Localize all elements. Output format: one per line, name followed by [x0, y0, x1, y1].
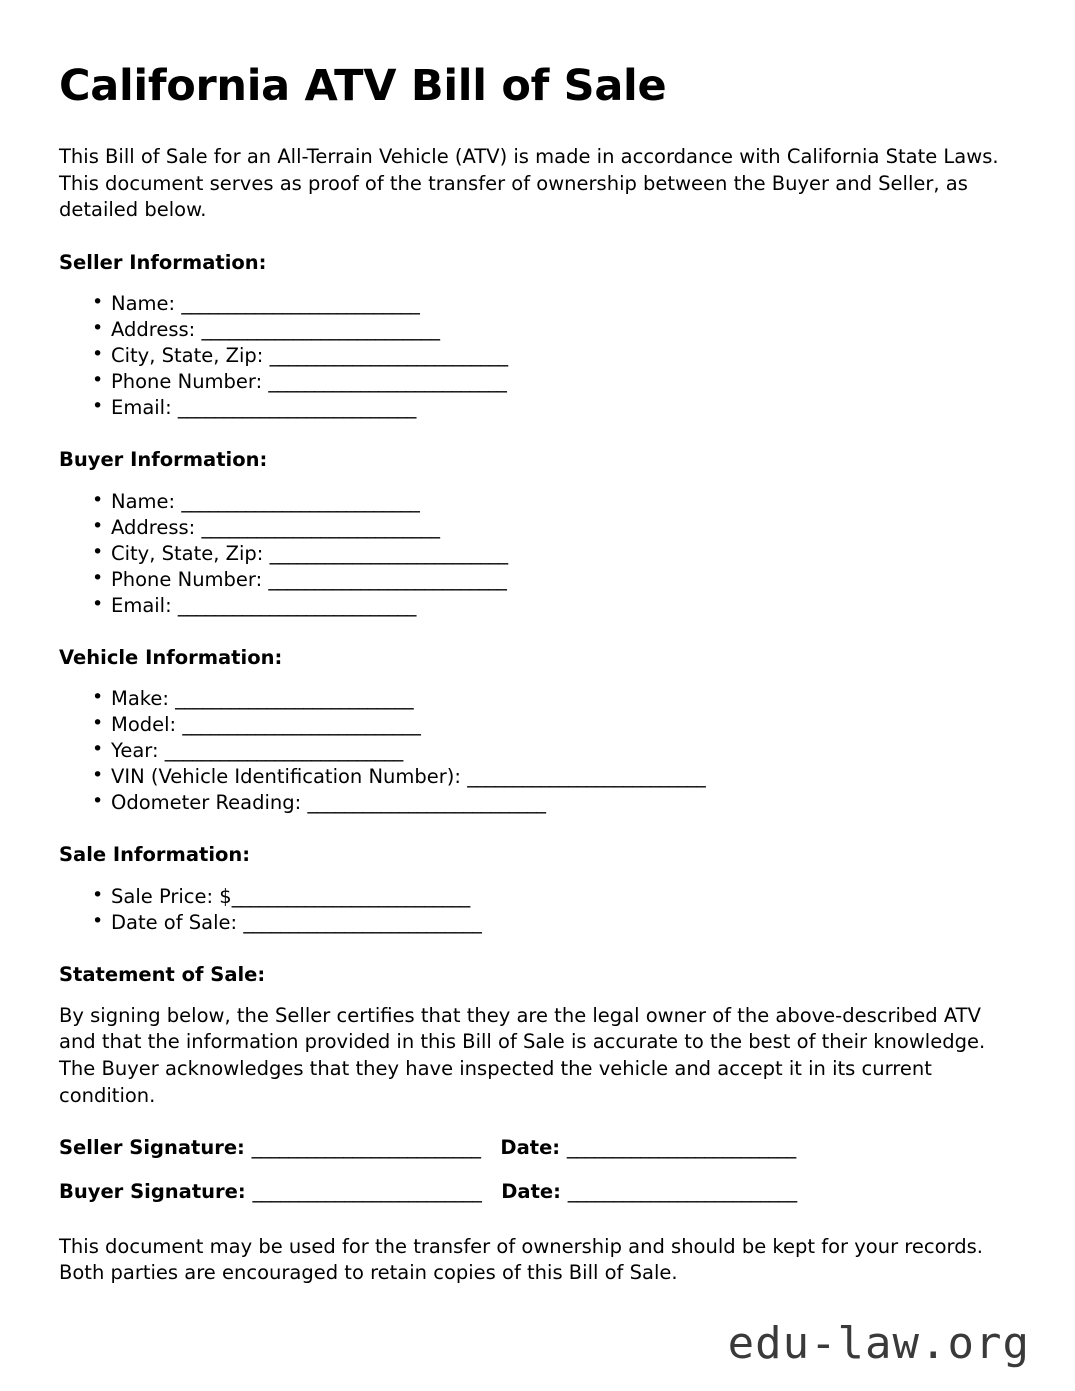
field-label: Sale Price: $ [111, 884, 232, 908]
field-blank-line[interactable]: __________________________ [177, 593, 416, 617]
list-item [59, 712, 1030, 738]
field-label: Name: [111, 292, 176, 316]
list-item [59, 541, 1030, 567]
seller-signature-row [59, 1135, 1030, 1160]
field-label: Address: [111, 318, 196, 342]
list-item [59, 593, 1030, 619]
spacer [59, 1224, 1030, 1234]
field-blank-line[interactable]: __________________________ [243, 910, 482, 934]
statement-of-sale-heading: Statement of Sale: [59, 962, 266, 986]
field-label: Year: [111, 739, 159, 763]
sale-information-heading: Sale Information: [59, 843, 251, 867]
field-label: Name: [111, 489, 176, 513]
field-blank-line[interactable]: __________________________ [269, 541, 508, 565]
list-item [59, 291, 1030, 317]
field-blank-line[interactable]: __________________________ [269, 344, 508, 368]
seller-signature-label: Seller Signature: [59, 1136, 245, 1160]
list-item [59, 489, 1030, 515]
buyer-information-heading: Buyer Information: [59, 448, 268, 472]
sale-information-fields [59, 884, 1030, 936]
field-blank-line[interactable]: __________________________ [181, 489, 420, 513]
list-item [59, 343, 1030, 369]
field-label: Phone Number: [111, 370, 263, 394]
field-blank-line[interactable]: __________________________ [181, 292, 420, 316]
field-label: City, State, Zip: [111, 541, 264, 565]
field-blank-line[interactable]: __________________________ [307, 791, 546, 815]
list-item [59, 317, 1030, 343]
buyer-information-fields [59, 489, 1030, 619]
field-label: Email: [111, 396, 172, 420]
statement-of-sale-body: By signing below, the Seller certifies that they are the legal owner of the above-described ATV and that the information provided in this Bill of Sale is accurate to the best of their knowledge. The Buyer acknowledges that they have inspected the vehicle and accept it in its current condition. [59, 1003, 986, 1107]
field-label: Email: [111, 593, 172, 617]
buyer-signature-label: Buyer Signature: [59, 1180, 246, 1204]
buyer-signature-row [59, 1179, 1030, 1204]
seller-date-blank-line[interactable]: _________________________ [566, 1136, 796, 1160]
intro-paragraph: This Bill of Sale for an All-Terrain Vehicle (ATV) is made in accordance with California State Laws. This document serves as proof of the transfer of ownership between the Buyer and Seller, as detailed below. [59, 145, 999, 222]
field-blank-line[interactable]: __________________________ [175, 687, 414, 711]
buyer-date-blank-line[interactable]: _________________________ [567, 1180, 797, 1204]
buyer-signature-blank-line[interactable]: _________________________ [252, 1180, 482, 1204]
site-brand-watermark: edu-law.org [727, 1318, 1030, 1369]
field-blank-line[interactable]: __________________________ [201, 318, 440, 342]
field-label: Make: [111, 687, 169, 711]
list-item [59, 910, 1030, 936]
seller-information-fields [59, 291, 1030, 421]
field-label: Date of Sale: [111, 910, 238, 934]
list-item [59, 395, 1030, 421]
field-label: Address: [111, 515, 196, 539]
field-blank-line[interactable]: __________________________ [177, 396, 416, 420]
list-item [59, 567, 1030, 593]
field-blank-line[interactable]: __________________________ [164, 739, 403, 763]
field-label: Phone Number: [111, 567, 263, 591]
field-blank-line[interactable]: __________________________ [268, 567, 507, 591]
field-blank-line[interactable]: __________________________ [268, 370, 507, 394]
field-blank-line[interactable]: __________________________ [231, 884, 470, 908]
list-item [59, 686, 1030, 712]
seller-signature-blank-line[interactable]: _________________________ [251, 1136, 481, 1160]
field-label: Model: [111, 713, 177, 737]
vehicle-information-heading: Vehicle Information: [59, 645, 283, 669]
buyer-date-label: Date: [501, 1180, 561, 1204]
list-item [59, 369, 1030, 395]
seller-date-label: Date: [500, 1136, 561, 1160]
closing-paragraph: This document may be used for the transfer of ownership and should be kept for your records. Both parties are encouraged to retain copies of this Bill of Sale. [59, 1234, 983, 1285]
list-item [59, 738, 1030, 764]
list-item [59, 515, 1030, 541]
seller-information-heading: Seller Information: [59, 250, 267, 274]
list-item [59, 764, 1030, 790]
field-blank-line[interactable]: __________________________ [182, 713, 421, 737]
page-title: California ATV Bill of Sale [59, 61, 667, 111]
vehicle-information-fields [59, 686, 1030, 816]
list-item [59, 790, 1030, 816]
field-blank-line[interactable]: __________________________ [201, 515, 440, 539]
field-label: City, State, Zip: [111, 344, 264, 368]
list-item [59, 884, 1030, 910]
field-blank-line[interactable]: __________________________ [467, 765, 706, 789]
field-label: VIN (Vehicle Identification Number): [111, 765, 461, 789]
field-label: Odometer Reading: [111, 791, 302, 815]
